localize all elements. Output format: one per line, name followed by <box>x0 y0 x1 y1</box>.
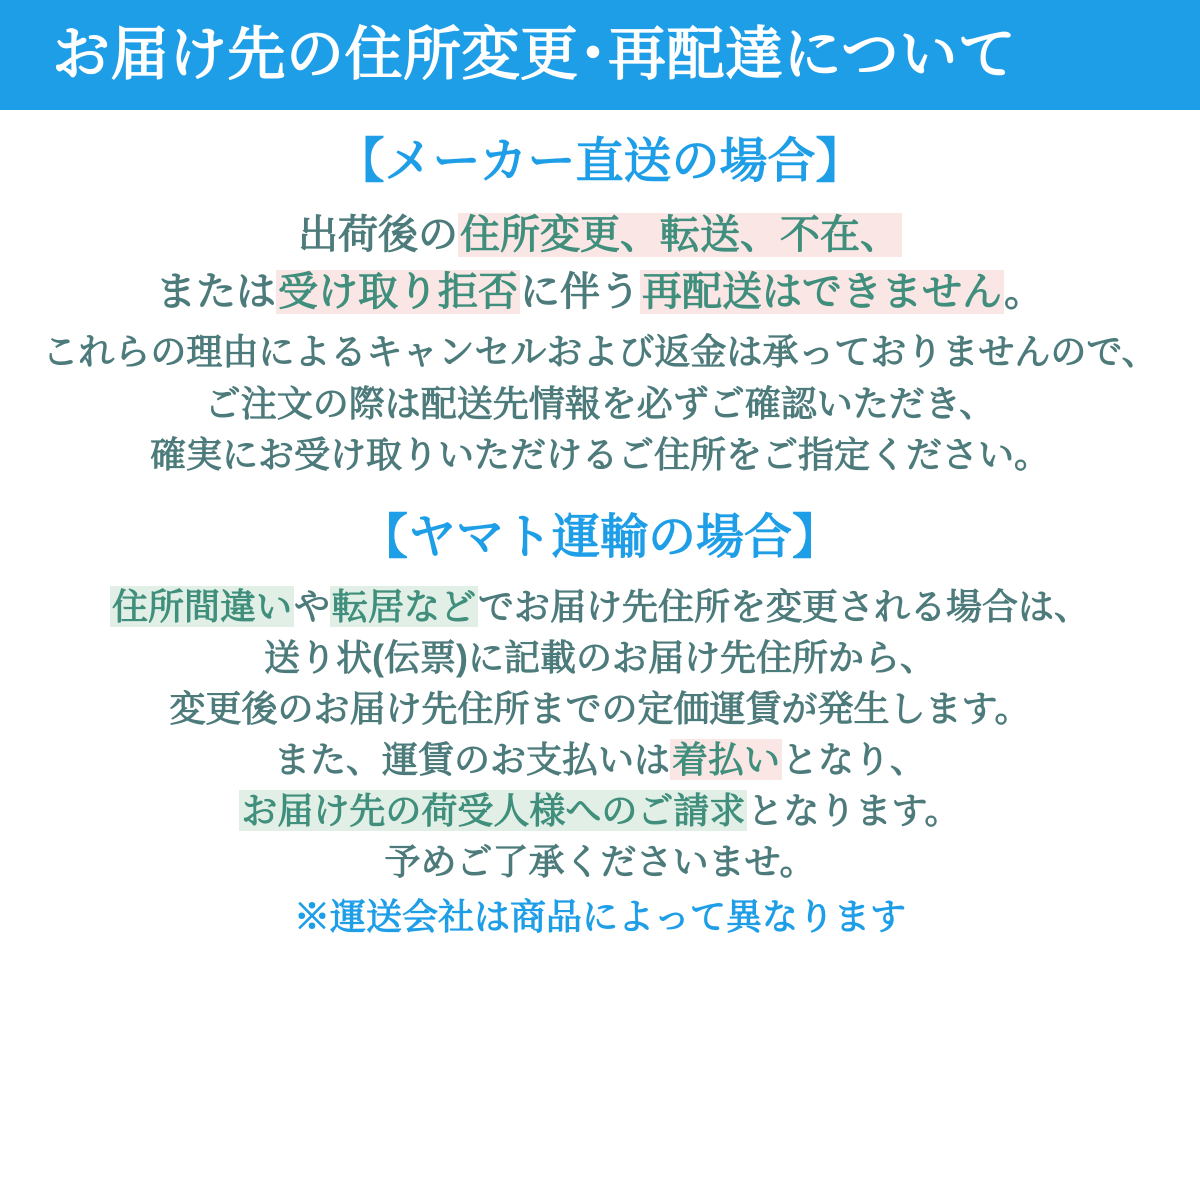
line-text-plain: でお届け先住所を変更される場合は、 <box>478 585 1091 627</box>
page-header <box>0 0 1200 110</box>
line-text-plain: 。 <box>1004 269 1044 314</box>
line-text-plain: または <box>156 269 276 314</box>
notice-line <box>0 429 1200 480</box>
line-text-highlight: お届け先の荷受人様へのご請求 <box>241 789 746 831</box>
line-text-plain: また、運賃のお支払いは <box>273 738 670 780</box>
notice-line <box>0 264 1200 321</box>
section-heading-maker-direct: 【メーカー直送の場合】 <box>336 135 864 188</box>
line-text-plain: となります。 <box>747 789 961 831</box>
line-text-plain: 変更後のお届け先住所までの定価運賃が発生します。 <box>169 687 1031 729</box>
line-text-highlight: 着払い <box>671 738 780 780</box>
line-text-plain: となり、 <box>782 738 927 780</box>
notice-line <box>0 632 1200 683</box>
line-text-plain: 確実にお受け取りいただけるご住所をご指定ください。 <box>149 433 1050 475</box>
notice-line <box>0 734 1200 785</box>
line-text-plain: これらの理由によるキャンセルおよび返金は承っておりませんので、 <box>42 331 1158 373</box>
notice-line <box>0 581 1200 632</box>
line-text-highlight: 住所変更、転送、不在、 <box>460 212 900 257</box>
line-text-highlight: 受け取り拒否 <box>278 269 518 314</box>
notice-body <box>0 136 1200 942</box>
line-text-plain: ご注文の際は配送先情報を必ずご確認いただき、 <box>204 382 996 424</box>
notice-line <box>0 207 1200 264</box>
line-text-plain: や <box>293 585 330 627</box>
notice-line <box>0 326 1200 377</box>
section-heading-yamato: 【ヤマト運輸の場合】 <box>359 510 840 564</box>
line-text-highlight: 住所間違い <box>111 585 292 627</box>
line-text-highlight: 転居など <box>332 585 477 627</box>
notice-line <box>0 785 1200 836</box>
line-text-plain: 出荷後の <box>298 212 458 257</box>
line-text-plain: 送り状(伝票)に記載のお届け先住所から、 <box>264 636 936 678</box>
page-title: お届け先の住所変更･再配達について <box>52 22 1017 87</box>
line-text-plain: 予めご了承くださいませ。 <box>384 841 816 883</box>
notice-line <box>0 836 1200 887</box>
line-text-plain: に伴う <box>520 269 640 314</box>
notice-line <box>0 683 1200 734</box>
line-text-highlight: 再配送はできません <box>642 269 1002 314</box>
notice-line <box>0 378 1200 429</box>
footer-note: ※運送会社は商品によって異なります <box>293 896 906 938</box>
